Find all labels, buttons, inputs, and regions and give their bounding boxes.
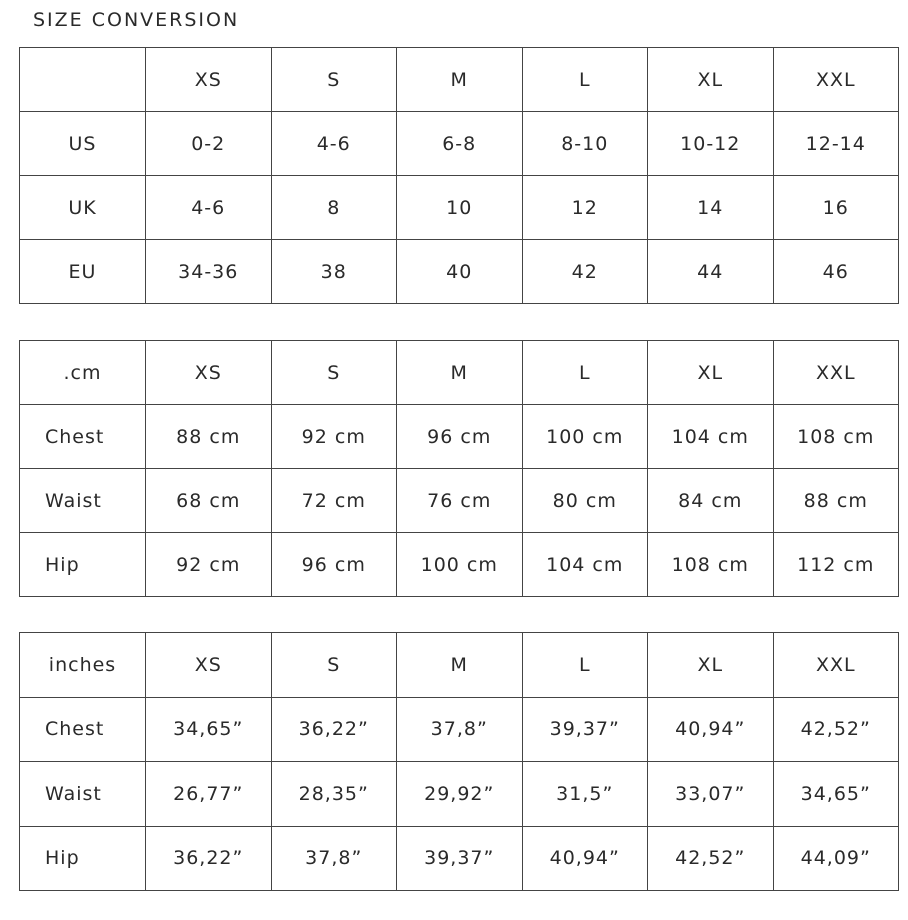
table-cell: 39,37” bbox=[522, 697, 648, 762]
size-header-xl: XL bbox=[648, 633, 774, 698]
size-header-m: M bbox=[397, 341, 523, 405]
table-cell: 104 cm bbox=[648, 405, 774, 469]
size-conversion-table bbox=[19, 47, 899, 304]
size-header-m: M bbox=[397, 633, 523, 698]
table-cell: 88 cm bbox=[146, 405, 272, 469]
table-cell: 10 bbox=[397, 176, 523, 240]
table-cell: 34,65” bbox=[146, 697, 272, 762]
table-cell: 33,07” bbox=[648, 762, 774, 827]
table-cell: 8 bbox=[271, 176, 397, 240]
table-cell: 108 cm bbox=[773, 405, 899, 469]
table-cell: 42 bbox=[522, 240, 648, 304]
table-cell: 40 bbox=[397, 240, 523, 304]
table-cell: 96 cm bbox=[271, 533, 397, 597]
table-cell: 42,52” bbox=[648, 826, 774, 891]
table-header-row bbox=[20, 633, 899, 698]
table-cell: 96 cm bbox=[397, 405, 523, 469]
table-cell: 40,94” bbox=[648, 697, 774, 762]
table-cell: 39,37” bbox=[397, 826, 523, 891]
table-cell: 12 bbox=[522, 176, 648, 240]
size-header-l: L bbox=[522, 48, 648, 112]
table-row bbox=[20, 240, 899, 304]
table-cell: 100 cm bbox=[522, 405, 648, 469]
table-cell: 31,5” bbox=[522, 762, 648, 827]
table-cell: 46 bbox=[773, 240, 899, 304]
row-label: Waist bbox=[20, 762, 146, 827]
page-title: SIZE CONVERSION bbox=[33, 9, 240, 31]
table-cell: 104 cm bbox=[522, 533, 648, 597]
table-cell: 26,77” bbox=[146, 762, 272, 827]
header-corner-cell bbox=[20, 48, 146, 112]
table-cell: 14 bbox=[648, 176, 774, 240]
table-cell: 36,22” bbox=[271, 697, 397, 762]
table-header-row bbox=[20, 341, 899, 405]
table-row bbox=[20, 826, 899, 891]
row-label: US bbox=[20, 112, 146, 176]
table-row bbox=[20, 762, 899, 827]
size-header-s: S bbox=[271, 633, 397, 698]
size-header-s: S bbox=[271, 48, 397, 112]
table-cell: 44 bbox=[648, 240, 774, 304]
table-cell: 100 cm bbox=[397, 533, 523, 597]
table-cell: 42,52” bbox=[773, 697, 899, 762]
unit-label-cm: .cm bbox=[20, 341, 146, 405]
size-header-xs: XS bbox=[146, 341, 272, 405]
table-cell: 16 bbox=[773, 176, 899, 240]
table-cell: 8-10 bbox=[522, 112, 648, 176]
row-label: Hip bbox=[20, 826, 146, 891]
table-cell: 4-6 bbox=[271, 112, 397, 176]
table-cell: 34,65” bbox=[773, 762, 899, 827]
size-header-s: S bbox=[271, 341, 397, 405]
row-label: Chest bbox=[20, 697, 146, 762]
unit-label-inches: inches bbox=[20, 633, 146, 698]
table-cell: 84 cm bbox=[648, 469, 774, 533]
table-cell: 40,94” bbox=[522, 826, 648, 891]
table-cell: 72 cm bbox=[271, 469, 397, 533]
table-cell: 92 cm bbox=[146, 533, 272, 597]
table-cell: 0-2 bbox=[146, 112, 272, 176]
table-cell: 10-12 bbox=[648, 112, 774, 176]
size-header-l: L bbox=[522, 633, 648, 698]
cm-measurements-table bbox=[19, 340, 899, 597]
size-header-xl: XL bbox=[648, 341, 774, 405]
table-cell: 44,09” bbox=[773, 826, 899, 891]
table-row bbox=[20, 405, 899, 469]
table-cell: 68 cm bbox=[146, 469, 272, 533]
table-row bbox=[20, 469, 899, 533]
table-cell: 29,92” bbox=[397, 762, 523, 827]
inches-measurements-table bbox=[19, 632, 899, 891]
table-cell: 36,22” bbox=[146, 826, 272, 891]
table-cell: 38 bbox=[271, 240, 397, 304]
table-cell: 6-8 bbox=[397, 112, 523, 176]
size-header-xxl: XXL bbox=[773, 341, 899, 405]
table-cell: 37,8” bbox=[397, 697, 523, 762]
row-label: UK bbox=[20, 176, 146, 240]
size-header-xl: XL bbox=[648, 48, 774, 112]
table-cell: 76 cm bbox=[397, 469, 523, 533]
size-header-l: L bbox=[522, 341, 648, 405]
row-label: Waist bbox=[20, 469, 146, 533]
size-header-xxl: XXL bbox=[773, 633, 899, 698]
table-row bbox=[20, 533, 899, 597]
table-cell: 112 cm bbox=[773, 533, 899, 597]
size-header-xs: XS bbox=[146, 48, 272, 112]
table-cell: 28,35” bbox=[271, 762, 397, 827]
table-cell: 108 cm bbox=[648, 533, 774, 597]
row-label: Hip bbox=[20, 533, 146, 597]
size-header-m: M bbox=[397, 48, 523, 112]
table-cell: 34-36 bbox=[146, 240, 272, 304]
row-label: EU bbox=[20, 240, 146, 304]
table-row bbox=[20, 112, 899, 176]
table-cell: 37,8” bbox=[271, 826, 397, 891]
table-row bbox=[20, 697, 899, 762]
table-row bbox=[20, 176, 899, 240]
table-cell: 88 cm bbox=[773, 469, 899, 533]
table-cell: 4-6 bbox=[146, 176, 272, 240]
table-cell: 12-14 bbox=[773, 112, 899, 176]
size-header-xxl: XXL bbox=[773, 48, 899, 112]
table-cell: 80 cm bbox=[522, 469, 648, 533]
size-header-xs: XS bbox=[146, 633, 272, 698]
table-header-row bbox=[20, 48, 899, 112]
row-label: Chest bbox=[20, 405, 146, 469]
table-cell: 92 cm bbox=[271, 405, 397, 469]
